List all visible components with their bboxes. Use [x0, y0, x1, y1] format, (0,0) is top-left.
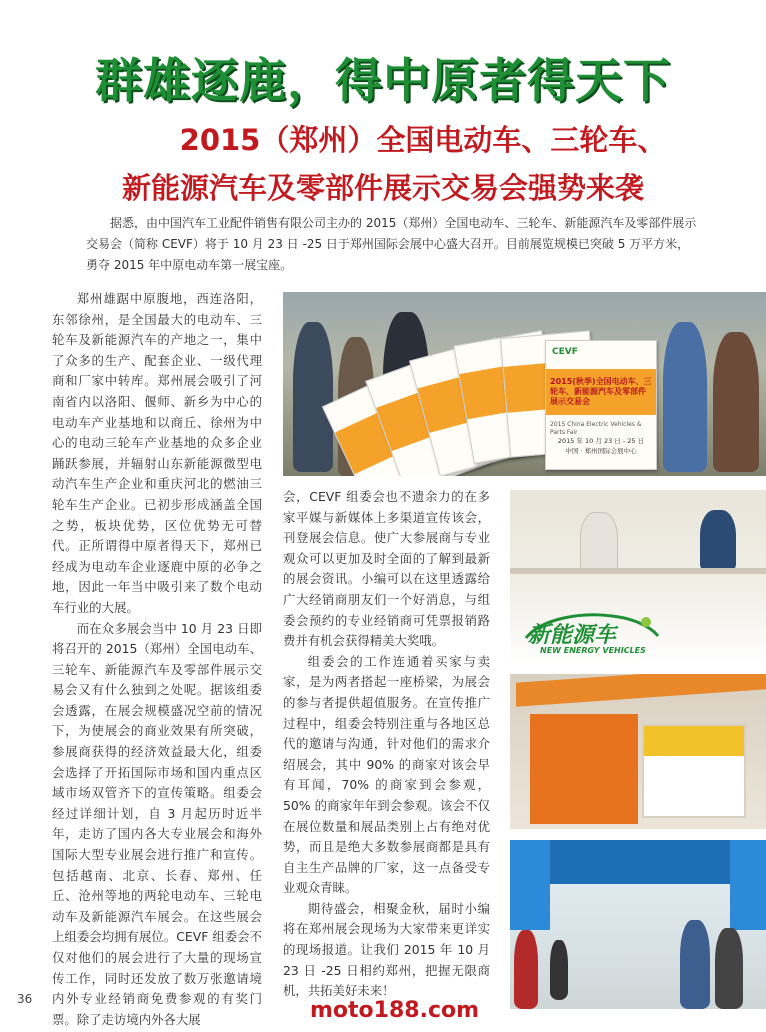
visitor-figure — [550, 940, 568, 1000]
article-column-left — [52, 289, 262, 1030]
flyer-venue: 中国 · 郑州国际会展中心 — [565, 447, 637, 455]
article-column-middle — [283, 487, 490, 1002]
booth-banner — [516, 674, 766, 707]
staff-figure — [580, 512, 618, 574]
paragraph: 郑州雄踞中原腹地，西连洛阳，东邻徐州，是全国最大的电动车、三轮车及新能源汽车的产地之一，集中了众多的生产、配套企业、一级代理商和厂家中转库。郑州展会吸引了河南省内以洛阳、偃师、新乡为中心的电动车产业基地和以商丘、徐州为中心的电动三轮车产业基地的众多企业踊跃参展，并辐射山东新能源微型电动汽车生产企业和重庆河北的燃油三轮车生产企业。已初步形成涵盖全国之势，板块优势，区位优势无可替代。正所谓得中原者得天下，郑州已经成为电动车企业逐鹿中原的必争之地，因此一年当中吸引来了数个电动车行业的大展。 — [52, 291, 262, 615]
poster-band — [644, 726, 744, 756]
photo-overseas-expo — [510, 840, 766, 1009]
expo-pillar — [730, 840, 766, 930]
photo-booth — [510, 674, 766, 829]
headline: 群雄逐鹿，得中原者得天下 — [95, 54, 671, 109]
booth-panel — [530, 714, 638, 824]
flyer-title: 2015(秋季)全国电动车、三轮车、新能源汽车及零部件展示交易会 — [550, 377, 652, 406]
visitor-figure — [715, 928, 743, 1009]
staff-figure — [700, 510, 736, 572]
crowd-figure — [713, 332, 759, 472]
paragraph: 组委会的工作连通着买家与卖家，是为两者搭起一座桥梁，为展会的参与者提供超值服务。在宣传推广过程中，组委会特别注重与各地区总代的邀请与沟通，针对他们的需求介绍展会，其中 90% 的商家对该会早有耳闻，70% 的商家到会参观，50% 的商家年年到会参观。该会不仅在展位数量和展品类别上占有绝对优势，而且是绝大多数参展商都是具有自主生产品牌的厂家，这一点备受专业观众青睐。 — [283, 653, 490, 896]
logo-text-cn: 新能源车 — [528, 623, 617, 648]
paragraph: 而在众多展会当中 10 月 23 日即将召开的 2015（郑州）全国电动车、三轮车、新能源汽车及零部件展示交易会又有什么独到之处呢。据该组委会透露，在展会规模盛况空前的情况下，为使展会的商业效果有所突破，参展商获得的经济效益最大化，组委会选择了开拓国际市场和国内重点区域市场双管齐下的宣传策略。组委会经过详细计划，自 3 月起历时近半年，走访了国内各大专业展会和海外国际大型专业展会进行推广和宣传。包括越南、北京、长春、郑州、任丘、沧州等地的两轮电动车、三轮电动车及新能源汽车展会。在这些展会上组委会均拥有展位。CEVF 组委会不仅对他们的展会进行了大量的现场宣传工作，同时还发放了数万张邀请境内外专业经销商免费参观的有奖门票。除了走访境内外各大展 — [52, 620, 262, 1027]
visitor-figure — [680, 920, 710, 1009]
subtitle-line-1: 2015（郑州）全国电动车、三轮车、 — [179, 123, 667, 157]
expo-pillar — [510, 840, 550, 930]
booth-poster — [642, 724, 746, 818]
intro-paragraph: 据悉，由中国汽车工业配件销售有限公司主办的 2015（郑州）全国电动车、三轮车、新能源汽车及零部件展示交易会（简称 CEVF）将于 10 月 23 日 -25 日于郑州国际会展中心盛大召开。目前展览规模已突破 5 万平方米，勇夺 2015 年中原电动车第一展宝座。 — [86, 216, 697, 272]
flyer-english: 2015 China Electric Vehicles & Parts Fair — [550, 421, 642, 436]
desk-edge — [510, 568, 766, 574]
watermark: moto188.com — [310, 998, 480, 1023]
flyer-front — [545, 340, 657, 470]
paragraph: 期待盛会，相聚金秋，届时小编将在郑州展会现场为大家带来更详实的现场报道。让我们 2015 年 10 月 23 日 -25 日相约郑州，把握无限商机，共拓美好未来！ — [283, 900, 490, 999]
paragraph: 会，CEVF 组委会也不遗余力的在多家平媒与新媒体上多渠道宣传该会，刊登展会信息。使广大参展商与专业观众可以更加及时全面的了解到最新的展会资讯。小编可以在这里透露给广大经销商朋友们一个好消息，与组委会预约的专业经销商可凭票报销路费并有机会获得精美大奖哦。 — [283, 489, 490, 649]
visitor-figure — [514, 930, 538, 1009]
flyer-date: 2015 年 10 月 23 日 - 25 日 — [557, 437, 645, 445]
flyer-badge: CEVF — [552, 347, 578, 357]
photo-flyers-crowd — [283, 292, 766, 476]
crowd-figure — [663, 322, 707, 472]
crowd-figure — [293, 322, 333, 472]
page-number: 36 — [17, 992, 33, 1006]
subtitle-line-2: 新能源汽车及零部件展示交易会强势来袭 — [121, 171, 644, 205]
logo-text-en: NEW ENERGY VEHICLES — [540, 646, 646, 655]
